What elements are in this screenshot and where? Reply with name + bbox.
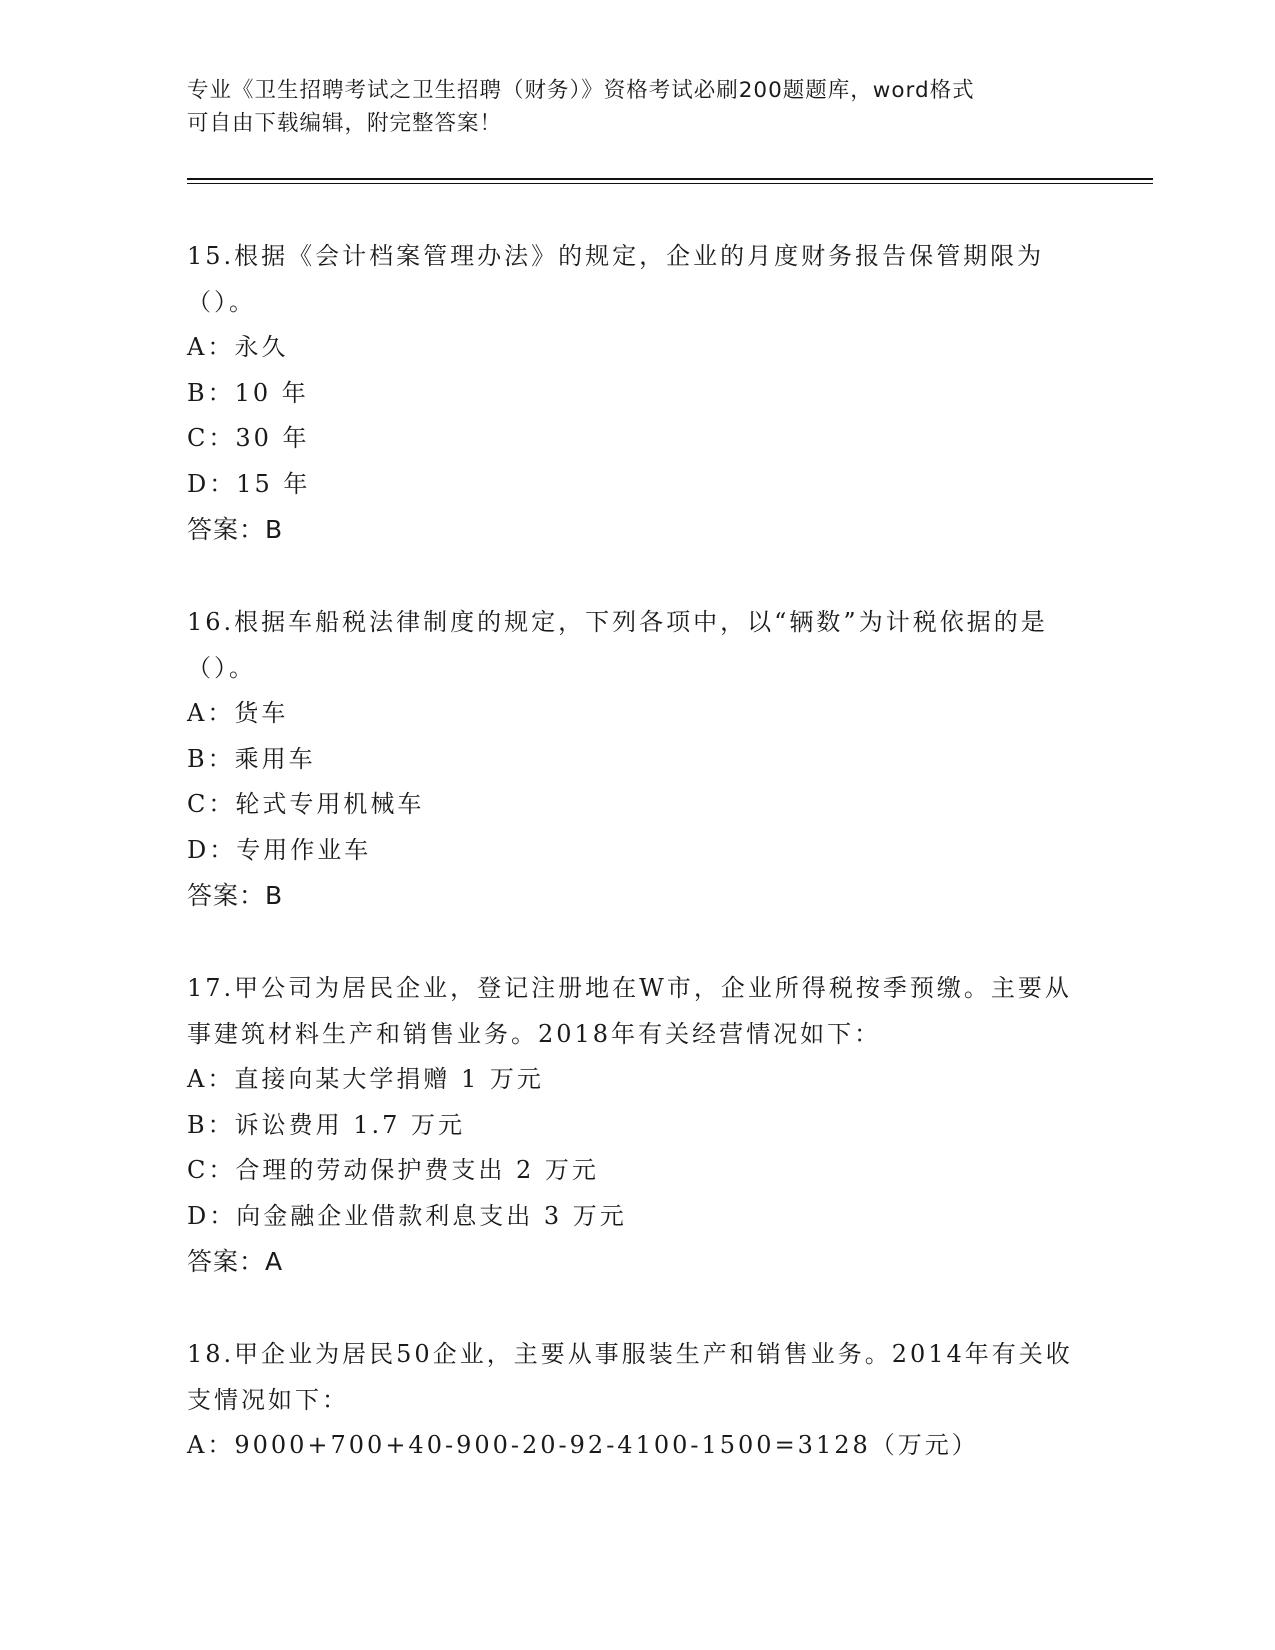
option-b: B：乘用车 — [187, 744, 316, 773]
answer-line: 答案：A — [187, 1247, 284, 1276]
header-line-1: 专业《卫生招聘考试之卫生招聘（财务）》资格考试必刷200题题库，word格式 — [187, 78, 975, 103]
option-b: B：诉讼费用 1.7 万元 — [187, 1110, 466, 1139]
option-a: A：直接向某大学捐赠 1 万元 — [187, 1065, 544, 1093]
option-d: D：15 年 — [187, 469, 311, 498]
question-stem: 17.甲公司为居民企业，登记注册地在W市，企业所得税按季预缴。主要从事建筑材料生产和销售业务。2018年有关经营情况如下： — [187, 974, 1072, 1048]
header-divider-thin — [187, 183, 1153, 184]
header-line-2: 可自由下载编辑，附完整答案！ — [187, 111, 503, 136]
question-17 — [187, 965, 1087, 1285]
option-c: C：轮式专用机械车 — [187, 790, 425, 818]
question-stem: 16.根据车船税法律制度的规定，下列各项中，以“辆数”为计税依据的是（）。 — [187, 608, 1048, 682]
question-stem: 18.甲企业为居民50企业，主要从事服装生产和销售业务。2014年有关收支情况如下： — [187, 1340, 1073, 1414]
header-divider-thick — [187, 178, 1153, 180]
option-d: D：向金融企业借款利息支出 3 万元 — [187, 1201, 627, 1230]
option-d: D：专用作业车 — [187, 835, 372, 864]
question-16 — [187, 599, 1087, 919]
answer-line: 答案：B — [187, 881, 284, 910]
question-18 — [187, 1331, 1087, 1469]
option-b: B：10 年 — [187, 378, 309, 407]
option-c: C：合理的劳动保护费支出 2 万元 — [187, 1156, 599, 1184]
document-header — [187, 74, 1067, 140]
question-15 — [187, 233, 1087, 553]
option-a: A：货车 — [187, 699, 289, 727]
answer-line: 答案：B — [187, 515, 284, 544]
option-a: A：永久 — [187, 333, 289, 361]
question-stem: 15.根据《会计档案管理办法》的规定，企业的月度财务报告保管期限为（）。 — [187, 242, 1045, 316]
option-a: A：9000+700+40-900-20-92-4100-1500=3128（万元） — [187, 1431, 979, 1459]
option-c: C：30 年 — [187, 424, 310, 452]
